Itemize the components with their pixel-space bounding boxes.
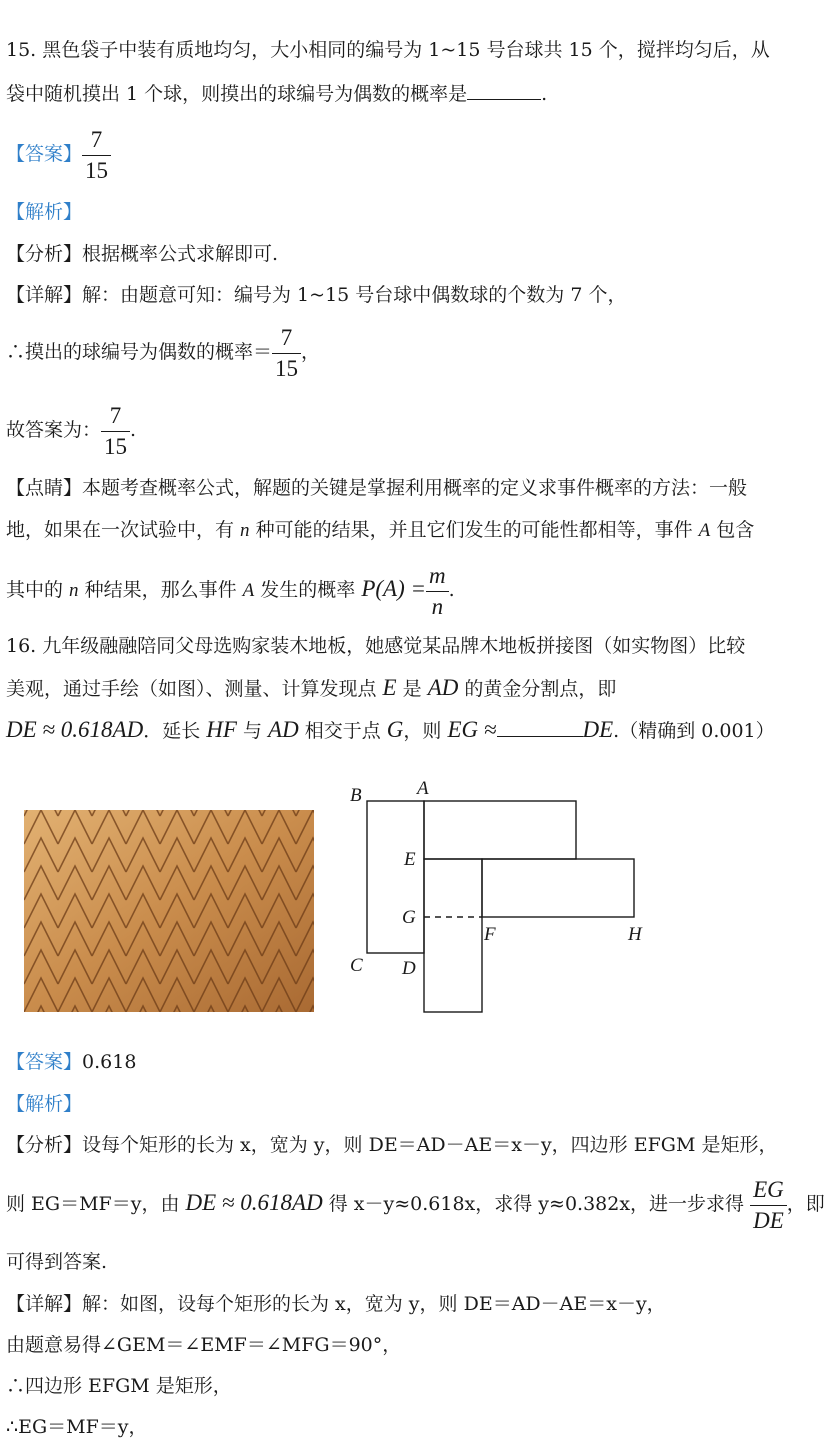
- note2-a: 地，如果在一次试验中，有: [6, 519, 241, 541]
- label-h: H: [628, 924, 642, 945]
- detail-text: 解：由题意可知：编号为 1~15 号台球中偶数球的个数为 7 个，: [82, 284, 627, 306]
- step2-prefix: 故答案为：: [6, 419, 102, 441]
- q16-line1: 16. 九年级融融陪同父母选购家装木地板，她感觉某品牌木地板拼接图（如实物图）比较: [6, 635, 746, 657]
- fraction-numerator: 7: [90, 126, 103, 152]
- label-f: F: [484, 924, 496, 945]
- q15-step2: [6, 400, 136, 462]
- rectangle-vertical: [424, 859, 482, 1012]
- q16-detail3: ∴四边形 EFGM 是矩形，: [6, 1375, 232, 1397]
- fenxi2-c: ，即: [786, 1193, 825, 1215]
- q16-line2: [6, 674, 616, 703]
- answer-blank: [467, 81, 541, 100]
- var-n: n: [69, 580, 79, 601]
- q15-answer: [6, 124, 111, 186]
- eg-over-de-fraction: [750, 1175, 787, 1236]
- note2-c: 包含: [710, 519, 755, 541]
- fraction-denominator: 15: [272, 353, 301, 384]
- q16-fenxi2: [6, 1172, 825, 1236]
- q15-line2: [6, 80, 547, 108]
- q15-fenxi: [6, 240, 278, 268]
- fraction-numerator: 7: [109, 402, 122, 428]
- q15-note2: [6, 516, 754, 545]
- label-e: E: [404, 849, 416, 870]
- var-a: A: [698, 520, 711, 541]
- q16-fenxi1: [6, 1131, 777, 1159]
- detail-text: 解：如图，设每个矩形的长为 x，宽为 y，则 DE＝AD－AE＝x－y，: [82, 1293, 666, 1315]
- fenxi2-a: 则 EG＝MF＝y，由: [6, 1193, 186, 1215]
- step1-fraction: [272, 323, 301, 384]
- step1-suffix: ，: [301, 341, 321, 363]
- line2-c: 的黄金分割点，即: [458, 678, 617, 700]
- line3-a: ．延长: [143, 720, 207, 742]
- q15-analysis-tag: 【解析】: [6, 201, 83, 223]
- step2-suffix: .: [130, 419, 137, 441]
- q16-detail4: ∴EG＝MF＝y，: [6, 1416, 148, 1438]
- golden-ratio-expression: DE ≈ 0.618AD: [185, 1190, 323, 1215]
- fenxi-text: 根据概率公式求解即可.: [82, 243, 279, 265]
- fenxi-tag: 【分析】: [6, 243, 83, 265]
- fraction-numerator: 7: [280, 324, 293, 350]
- segment-de: DE: [582, 717, 614, 742]
- label-g: G: [402, 907, 416, 928]
- answer-fraction: [82, 125, 111, 186]
- step2-fraction: [101, 401, 130, 462]
- line3-d: ，则: [403, 720, 448, 742]
- answer-tag: 【答案】: [6, 143, 83, 165]
- q15-detail: [6, 281, 626, 309]
- segment-ad: AD: [268, 717, 299, 742]
- q16-analysis-tag: 【解析】: [6, 1093, 83, 1115]
- q15-step1: [6, 322, 320, 384]
- note-text: 本题考查概率公式，解题的关键是掌握利用概率的定义求事件概率的方法：一般: [82, 477, 748, 499]
- fraction-denominator: DE: [750, 1205, 787, 1236]
- q16-detail1: [6, 1290, 666, 1318]
- note-tag: 【点睛】: [6, 477, 83, 499]
- note3-b: 种结果，那么事件: [78, 579, 243, 601]
- fraction-denominator: 15: [101, 431, 130, 462]
- fenxi-tag: 【分析】: [6, 1134, 83, 1156]
- label-d: D: [402, 958, 416, 979]
- line3-b: 与: [236, 720, 269, 742]
- point-g: G: [386, 717, 404, 742]
- fenxi2-b: 得 x－y≈0.618x，求得 y≈0.382x，进一步求得: [322, 1193, 751, 1215]
- fraction-denominator: 15: [82, 155, 111, 186]
- prob-expression: P(A) =: [361, 576, 427, 601]
- fraction-numerator: EG: [753, 1176, 784, 1202]
- wood-floor-photo: [24, 810, 314, 1012]
- answer-tag: 【答案】: [6, 1051, 83, 1073]
- answer-blank: [497, 718, 583, 737]
- q16-line3: [6, 716, 775, 745]
- q15-line1: 15. 黑色袋子中装有质地均匀，大小相同的编号为 1~15 号台球共 15 个，搅拌均匀后，从: [6, 39, 770, 61]
- fenxi-text: 设每个矩形的长为 x，宽为 y，则 DE＝AD－AE＝x－y，四边形 EFGM 是矩形，: [82, 1134, 778, 1156]
- line3-c: 相交于点: [298, 720, 387, 742]
- detail-tag: 【详解】: [6, 284, 83, 306]
- eg-expression: EG ≈: [447, 717, 497, 742]
- note3-c: 发生的概率: [254, 579, 362, 601]
- rectangle-top: [424, 801, 576, 859]
- q16-fenxi3: 可得到答案.: [6, 1251, 108, 1273]
- q15-note1: [6, 474, 747, 502]
- note3-end: .: [448, 579, 455, 601]
- note2-b: 种可能的结果，并且它们发生的可能性都相等，事件: [249, 519, 699, 541]
- step1-prefix: ∴摸出的球编号为偶数的概率＝: [6, 341, 273, 363]
- q16-detail2: 由题意易得∠GEM＝∠EMF＝∠MFG＝90°，: [6, 1334, 402, 1356]
- geometry-figure: [338, 770, 658, 1020]
- segment-ad: AD: [427, 675, 459, 700]
- label-c: C: [350, 955, 363, 976]
- note3-a: 其中的: [6, 579, 70, 601]
- point-e: E: [382, 675, 397, 700]
- golden-ratio-expression: DE ≈ 0.618AD: [6, 717, 144, 742]
- line2-b: 是: [396, 678, 428, 700]
- fraction-numerator: m: [429, 562, 446, 588]
- segment-hf: HF: [206, 717, 237, 742]
- fraction-denominator: n: [426, 591, 449, 622]
- var-a: A: [242, 580, 255, 601]
- answer-value: 0.618: [82, 1051, 137, 1073]
- label-a: A: [417, 778, 429, 799]
- q15-note3: [6, 558, 455, 622]
- rectangle-right: [482, 859, 634, 917]
- m-over-n-fraction: [426, 561, 449, 622]
- q15-line2-text: 袋中随机摸出 1 个球，则摸出的球编号为偶数的概率是: [6, 83, 468, 105]
- label-b: B: [350, 785, 362, 806]
- line3-e: .（精确到 0.001）: [613, 720, 775, 742]
- q16-answer: [6, 1048, 136, 1076]
- var-n: n: [240, 520, 250, 541]
- line2-a: 美观，通过手绘（如图）、测量、计算发现点: [6, 678, 383, 700]
- detail-tag: 【详解】: [6, 1293, 83, 1315]
- rectangle-bcda: [367, 801, 424, 953]
- q15-line2-end: .: [541, 83, 548, 105]
